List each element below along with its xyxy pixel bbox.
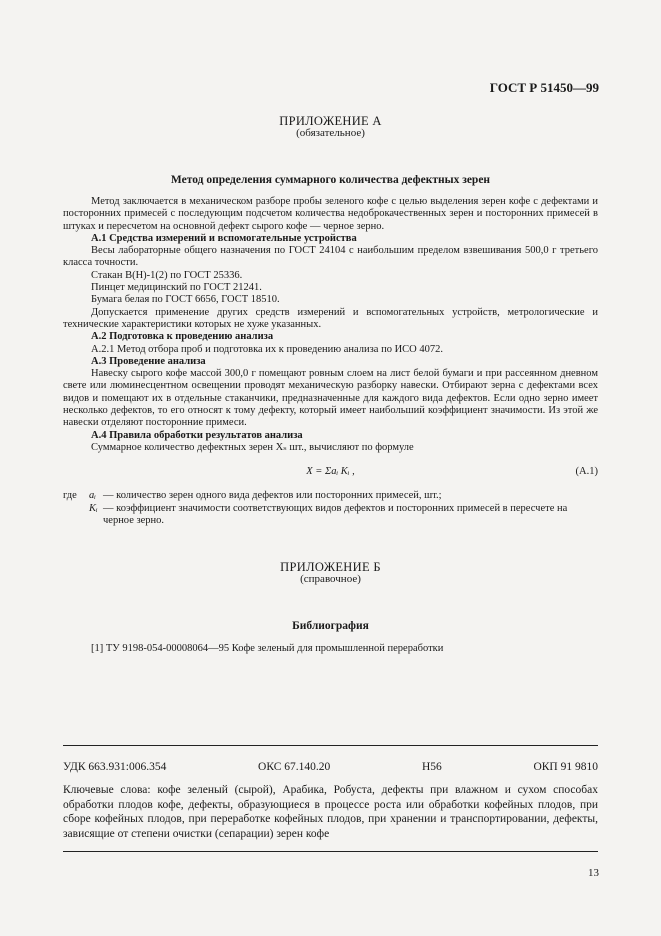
appendix-a-note: (обязательное) bbox=[296, 127, 365, 139]
oks-code: ОКС 67.140.20 bbox=[258, 761, 331, 773]
okp-code: ОКП 91 9810 bbox=[533, 761, 598, 773]
formula-legend bbox=[63, 490, 598, 527]
paragraph: Суммарное количество дефектных зерен Xₛ шт., вычисляют по формуле bbox=[91, 441, 414, 453]
appendix-b-title: ПРИЛОЖЕНИЕ Б bbox=[280, 560, 381, 574]
legend-row bbox=[63, 503, 598, 528]
paragraph: А.2.1 Метод отбора проб и подготовка их к проведению анализа по ИСО 4072. bbox=[91, 343, 443, 355]
standard-number: ГОСТ Р 51450—99 bbox=[489, 80, 599, 95]
appendix-a-title: ПРИЛОЖЕНИЕ А bbox=[279, 114, 382, 128]
formula-block bbox=[63, 454, 598, 490]
where-label: где bbox=[63, 490, 77, 502]
bibliography-item: [1] ТУ 9198-054-00008064—95 Кофе зеленый для промышленной переработки bbox=[91, 643, 444, 654]
section-heading: А.1 Средства измерений и вспомогательные устройства bbox=[91, 232, 357, 244]
paragraph: Навеску сырого кофе массой 300,0 г помещают ровным слоем на лист белой бумаги и при рассеянном дневном свете или люминесцентном освещении проводят механическую разборку навески. Отбирают зерна с дефектами всех видов и помещают их в отдельные стаканчики, предназначенные для каждого вида дефектов. Если одно зерно имеет несколько дефектов, то его относят к тому дефекту, который имеет наибольший коэффициент значимости. Из этой же навески отделяют посторонние примеси. bbox=[63, 368, 598, 429]
divider bbox=[63, 851, 598, 852]
paragraph: Метод заключается в механическом разборе пробы зеленого кофе с целью выделения зерен кофе с дефектами и посторонних примесей с последующим подсчетом количества недоброкачественных зерен и посторонних примесей в штуках и пересчетом на основной дефект сырого кофе — черное зерно. bbox=[63, 196, 598, 232]
udk-code: УДК 663.931:006.354 bbox=[63, 761, 167, 773]
bibliography-title: Библиография bbox=[292, 620, 369, 632]
formula: X = Σaᵢ Kᵢ , bbox=[306, 466, 355, 478]
keywords: Ключевые слова: кофе зеленый (сырой), Арабика, Робуста, дефекты при влажном и сухом способах обработки плодов кофе, дефекты, образующиеся в процессе роста или обработки кофейных плодов, при сборе кофейных плодов, при переработке кофейных плодов, при хранении и транспортировании, дефекты, зависящие от степени очистки (сепарации) зерен кофе bbox=[63, 784, 598, 840]
classification-codes bbox=[63, 761, 598, 773]
paragraph: Бумага белая по ГОСТ 6656, ГОСТ 18510. bbox=[91, 294, 280, 306]
appendix-b-note: (справочное) bbox=[300, 573, 361, 585]
n-code: Н56 bbox=[421, 761, 442, 773]
paragraph: Весы лабораторные общего назначения по ГОСТ 24104 с наибольшим пределом взвешивания 500,0 г третьего класса точности. bbox=[63, 245, 598, 269]
divider bbox=[63, 745, 598, 746]
legend-text: — коэффициент значимости соответствующих видов дефектов и посторонних примесей в пересчете на черное зерно. bbox=[103, 502, 568, 526]
method-title: Метод определения суммарного количества дефектных зерен bbox=[170, 174, 491, 186]
section-heading: А.3 Проведение анализа bbox=[91, 355, 206, 367]
paragraph: Допускается применение других средств измерений и вспомогательных устройств, метрологические и технические характеристики которых не хуже указанных. bbox=[63, 306, 598, 330]
legend-symbol: aᵢ bbox=[89, 490, 96, 502]
legend-text: — количество зерен одного вида дефектов или посторонних примесей, шт.; bbox=[103, 490, 442, 502]
legend-row bbox=[63, 490, 598, 502]
page-number: 13 bbox=[588, 867, 599, 879]
paragraph: Пинцет медицинский по ГОСТ 21241. bbox=[91, 282, 262, 294]
method-body bbox=[63, 196, 598, 527]
formula-number: (А.1) bbox=[575, 466, 598, 478]
section-heading: А.4 Правила обработки результатов анализа bbox=[91, 429, 303, 441]
legend-symbol: Kᵢ bbox=[89, 502, 98, 514]
paragraph: Стакан В(Н)-1(2) по ГОСТ 25336. bbox=[91, 269, 243, 281]
section-heading: А.2 Подготовка к проведению анализа bbox=[91, 331, 274, 343]
